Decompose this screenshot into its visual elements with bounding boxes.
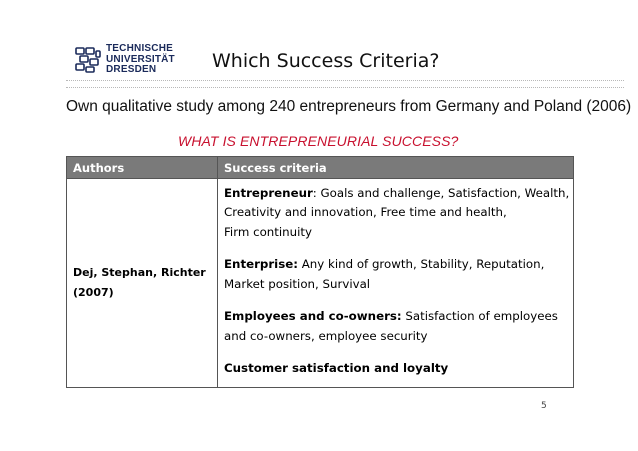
page-number: 5 <box>541 401 547 411</box>
logo-wordmark <box>106 44 175 76</box>
header-divider-bottom <box>66 87 624 88</box>
enterprise-text-1: Any kind of growth, Stability, Reputation, <box>297 257 545 271</box>
employees-text-2: and co-owners, employee security <box>224 328 428 343</box>
entrepreneur-text-2: Creativity and innovation, Free time and health, <box>224 205 507 219</box>
success-criteria-table <box>66 156 574 388</box>
author-year: (2007) <box>73 286 114 299</box>
entrepreneur-text-1: : Goals and challenge, Satisfaction, Wealth, <box>312 185 570 200</box>
tu-dresden-logo <box>74 44 184 78</box>
entrepreneur-criteria <box>224 184 573 204</box>
customer-criteria: Customer satisfaction and loyalty <box>224 361 449 375</box>
employees-label: Employees and co-owners: <box>224 309 402 323</box>
research-question: WHAT IS ENTREPRENEURIAL SUCCESS? <box>178 133 459 149</box>
logo-line-2: UNIVERSITÄT <box>106 53 175 65</box>
enterprise-criteria <box>224 255 573 275</box>
column-header-criteria: Success criteria <box>218 157 574 179</box>
table-row <box>67 179 574 388</box>
logo-line-1: TECHNISCHE <box>106 43 174 54</box>
tu-dresden-emblem-icon <box>74 46 102 74</box>
entrepreneur-text-3: Firm continuity <box>224 224 313 239</box>
header-divider-top <box>66 80 624 81</box>
author-cell <box>67 179 218 388</box>
paragraph-gap <box>224 242 573 255</box>
logo-line-3: DRESDEN <box>106 64 157 75</box>
author-names: Dej, Stephan, Richter <box>73 266 206 279</box>
table-header-row <box>67 157 574 179</box>
paragraph-gap <box>224 346 573 359</box>
enterprise-text-2: Market position, Survival <box>224 276 371 291</box>
enterprise-label: Enterprise: <box>224 257 298 271</box>
column-header-authors: Authors <box>67 157 218 179</box>
entrepreneur-label: Entrepreneur <box>224 185 313 200</box>
slide-title: Which Success Criteria? <box>212 50 440 72</box>
criteria-cell <box>218 179 574 388</box>
paragraph-gap <box>224 294 573 307</box>
employees-text-1: Satisfaction of employees <box>401 309 558 323</box>
employees-criteria <box>224 307 573 327</box>
study-subtitle: Own qualitative study among 240 entrepreneurs from Germany and Poland (2006) <box>66 98 632 115</box>
